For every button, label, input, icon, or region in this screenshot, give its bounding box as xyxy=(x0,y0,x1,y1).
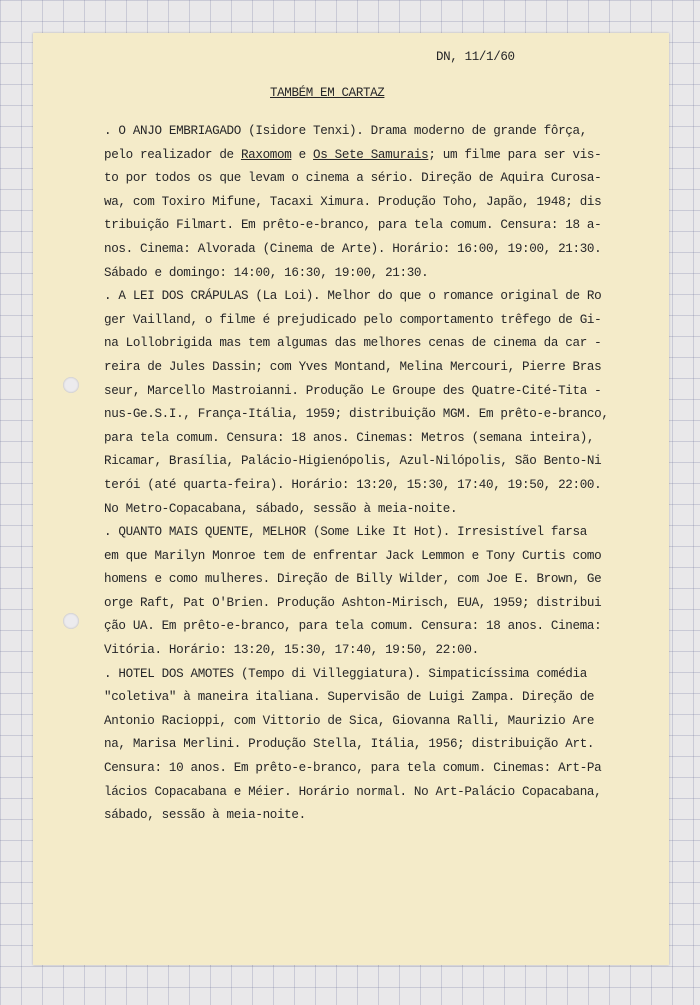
underlined-title: Os Sete Samurais xyxy=(313,147,429,162)
text-line: homens e como mulheres. Direção de Billy Wilder, com Joe E. Brown, Ge xyxy=(104,572,602,587)
underlined-title: Raxomom xyxy=(240,147,292,162)
document-date: DN, 11/1/60 xyxy=(436,50,515,64)
text-line: para tela comum. Censura: 18 anos. Cinemas: Metros (semana inteira), xyxy=(104,430,595,445)
text-line: orge Raft, Pat O'Brien. Produção Ashton-Mirisch, EUA, 1959; distribui xyxy=(104,595,602,610)
text-line: to por todos os que levam o cinema a sério. Direção de Aquira Curosa- xyxy=(104,171,602,186)
text-line: em que Marilyn Monroe tem de enfrentar Jack Lemmon e Tony Curtis como xyxy=(104,548,602,563)
text-line: Vitória. Horário: 13:20, 15:30, 17:40, 19:50, 22:00. xyxy=(104,643,479,658)
document-heading: TAMBÉM EM CARTAZ xyxy=(270,86,385,100)
text-line: No Metro-Copacabana, sábado, sessão à meia-noite. xyxy=(104,501,458,516)
text-line: Ricamar, Brasília, Palácio-Higienópolis, Azul-Nilópolis, São Bento-Ni xyxy=(104,454,602,469)
punch-hole-upper xyxy=(63,377,79,393)
text-line: na, Marisa Merlini. Produção Stella, Itália, 1956; distribuição Art. xyxy=(104,737,595,752)
text-line: Antonio Racioppi, com Vittorio de Sica, Giovanna Ralli, Maurizio Are xyxy=(104,713,595,728)
text-line: seur, Marcello Mastroianni. Produção Le Groupe des Quatre-Cité-Tita - xyxy=(104,383,602,398)
text-line: Censura: 10 anos. Em prêto-e-branco, para tela comum. Cinemas: Art-Pa xyxy=(104,761,602,776)
text-line: pelo realizador de Raxomom e Os Sete Samurais; um filme para ser vis- xyxy=(104,147,602,162)
text-line: . HOTEL DOS AMOTES (Tempo di Villeggiatura). Simpaticíssima comédia xyxy=(104,666,587,681)
text-line: sábado, sessão à meia-noite. xyxy=(104,808,306,823)
text-line: na Lollobrigida mas tem algumas das melhores cenas de cinema da car - xyxy=(104,336,602,351)
text-line: wa, com Toxiro Mifune, Tacaxi Ximura. Produção Toho, Japão, 1948; dis xyxy=(104,194,602,209)
text-line: ção UA. Em prêto-e-branco, para tela comum. Censura: 18 anos. Cinema: xyxy=(104,619,602,634)
text-line: . QUANTO MAIS QUENTE, MELHOR (Some Like It Hot). Irresistível farsa xyxy=(104,525,587,540)
text-line: tribuição Filmart. Em prêto-e-branco, para tela comum. Censura: 18 a- xyxy=(104,218,602,233)
document-body xyxy=(104,120,664,828)
text-line: reira de Jules Dassin; com Yves Montand, Melina Mercouri, Pierre Bras xyxy=(104,359,602,374)
text-line: . O ANJO EMBRIAGADO (Isidore Tenxi). Drama moderno de grande fôrça, xyxy=(104,124,587,138)
text-line: nos. Cinema: Alvorada (Cinema de Arte). Horário: 16:00, 19:00, 21:30. xyxy=(104,241,602,256)
text-line: . A LEI DOS CRÁPULAS (La Loi). Melhor do que o romance original de Ro xyxy=(104,289,602,304)
text-line: "coletiva" à maneira italiana. Supervisão de Luigi Zampa. Direção de xyxy=(104,690,595,705)
text-line: Sábado e domingo: 14:00, 16:30, 19:00, 21:30. xyxy=(104,265,429,280)
text-line: nus-Ge.S.I., França-Itália, 1959; distribuição MGM. Em prêto-e-branco, xyxy=(104,407,609,422)
text-line: terói (até quarta-feira). Horário: 13:20, 15:30, 17:40, 19:50, 22:00. xyxy=(104,477,602,492)
punch-hole-lower xyxy=(63,613,79,629)
text-line: ger Vailland, o filme é prejudicado pelo comportamento trêfego de Gi- xyxy=(104,312,602,327)
text-line: lácios Copacabana e Méier. Horário normal. No Art-Palácio Copacabana, xyxy=(104,784,602,799)
